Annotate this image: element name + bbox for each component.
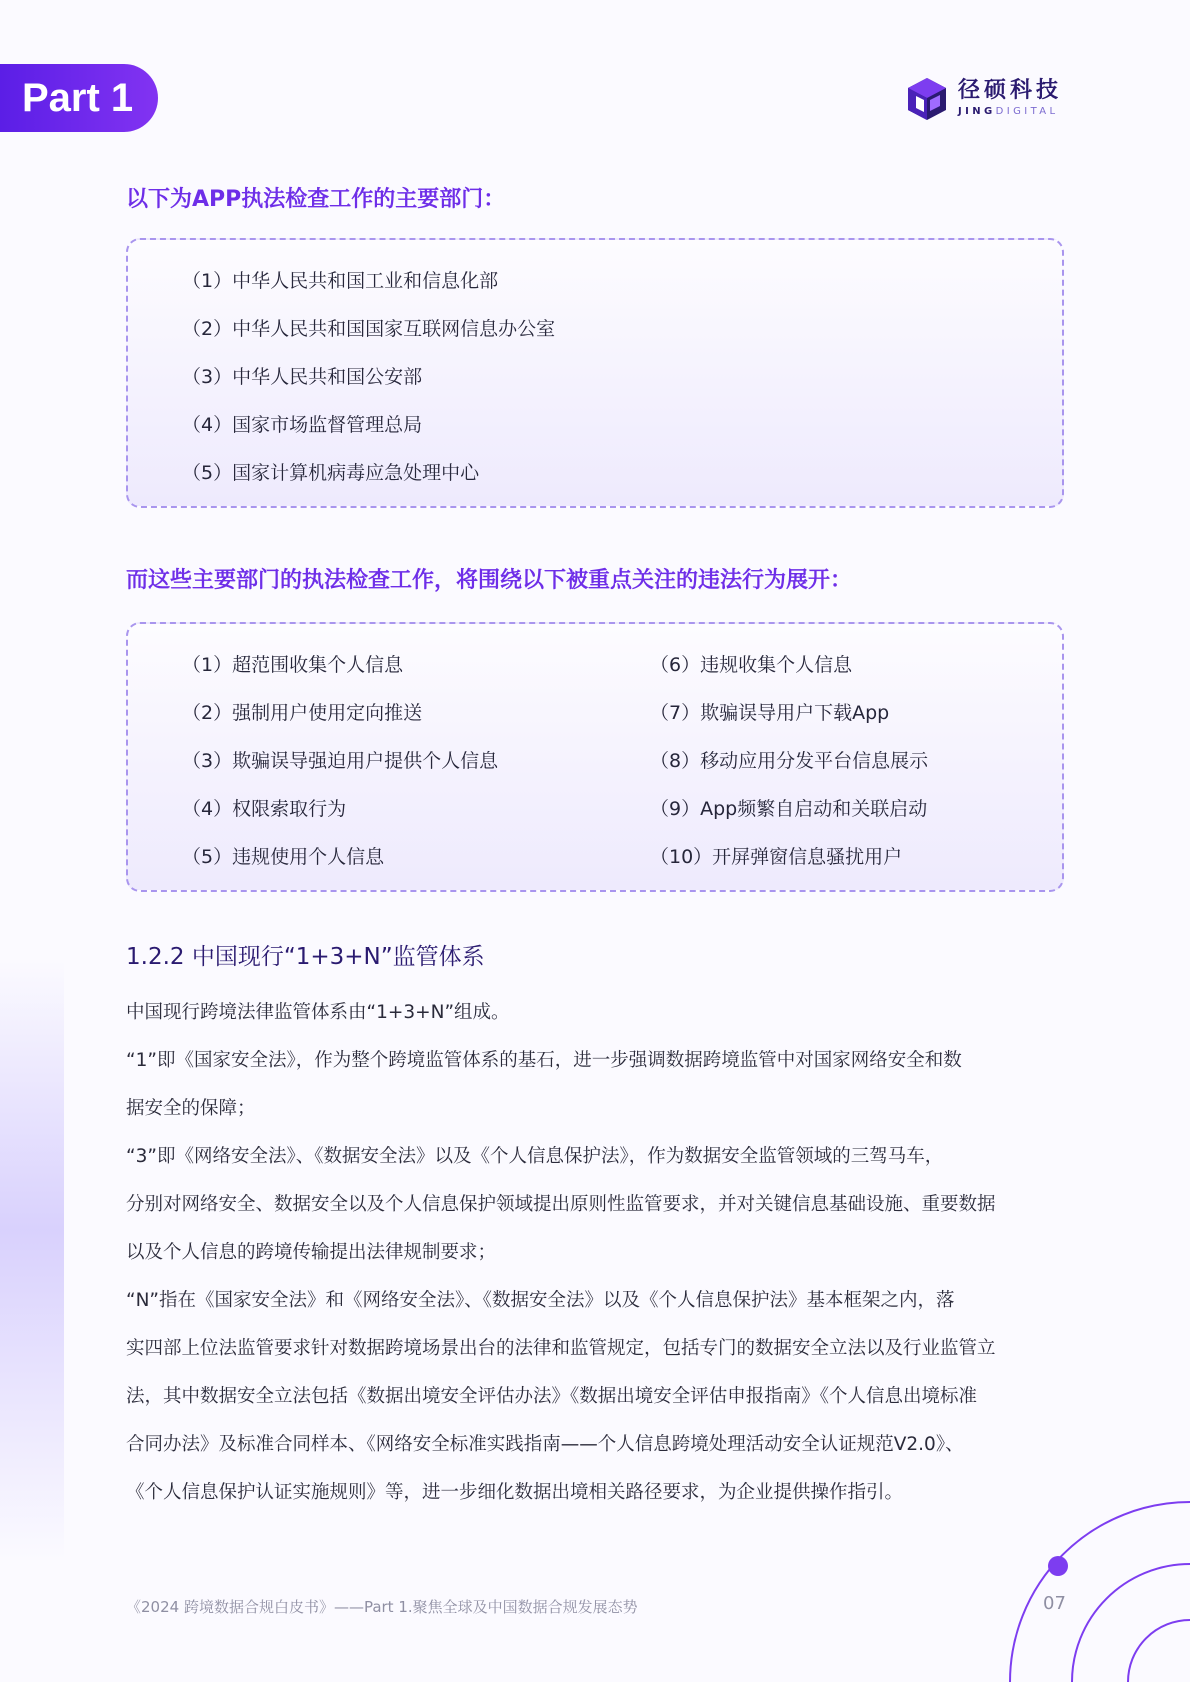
logo-mark-icon [906,76,948,122]
body-line: 中国现行跨境法律监管体系由“1+3+N”组成。 [126,1002,510,1023]
body-line: 分别对网络安全、数据安全以及个人信息保护领域提出原则性监管要求，并对关键信息基础设施、重要数据 [126,1194,996,1215]
body-line: 《个人信息保护认证实施规则》等，进一步细化数据出境相关路径要求，为企业提供操作指引。 [126,1482,904,1503]
company-logo [906,74,1062,124]
violation-item: （4）权限索取行为 [182,798,347,820]
body-line: 合同办法》及标准合同样本、《网络安全标准实践指南——个人信息跨境处理活动安全认证规范V2.0》、 [126,1434,964,1455]
violation-item: （1）超范围收集个人信息 [182,654,404,676]
body-line: 法，其中数据安全立法包括《数据出境安全评估办法》《数据出境安全评估申报指南》《个人信息出境标准 [126,1386,978,1407]
logo-chinese-name: 径硕科技 [958,78,1063,103]
logo-english-name: JINGDIGITAL [958,106,1059,117]
body-line: “3”即《网络安全法》、《数据安全法》以及《个人信息保护法》，作为数据安全监管领域的三驾马车， [126,1146,944,1167]
departments-heading: 以下为APP执法检查工作的主要部门： [126,187,506,212]
section-title: 1.2.2 中国现行“1+3+N”监管体系 [126,944,485,970]
violation-item: （3）欺骗误导强迫用户提供个人信息 [182,750,499,772]
footer-text: 《2024 跨境数据合规白皮书》——Part 1.聚焦全球及中国数据合规发展态势 [126,1598,638,1616]
body-line: “N”指在《国家安全法》和《网络安全法》、《数据安全法》以及《个人信息保护法》基本框架之内，落 [126,1290,955,1311]
department-item: （2）中华人民共和国国家互联网信息办公室 [182,318,556,340]
violation-item: （5）违规使用个人信息 [182,846,385,868]
part-badge: Part 1 [0,64,158,132]
violation-item: （10）开屏弹窗信息骚扰用户 [650,846,903,868]
violation-item: （2）强制用户使用定向推送 [182,702,423,724]
department-item: （1）中华人民共和国工业和信息化部 [182,270,499,292]
violation-item: （6）违规收集个人信息 [650,654,853,676]
page-number: 07 [1043,1593,1066,1614]
violation-item: （9）App频繁自启动和关联启动 [650,798,928,820]
department-item: （4）国家市场监督管理总局 [182,414,423,436]
department-item: （3）中华人民共和国公安部 [182,366,423,388]
body-line: 实四部上位法监管要求针对数据跨境场景出台的法律和监管规定，包括专门的数据安全立法以及行业监管立 [126,1338,996,1359]
body-line: “1”即《国家安全法》，作为整个跨境监管体系的基石，进一步强调数据跨境监管中对国家网络安全和数 [126,1050,962,1071]
body-line: 据安全的保障； [126,1098,256,1119]
violation-item: （8）移动应用分发平台信息展示 [650,750,929,772]
violations-box [126,622,1064,892]
left-edge-glow [0,960,64,1560]
departments-box [126,238,1064,508]
department-item: （5）国家计算机病毒应急处理中心 [182,462,480,484]
violation-item: （7）欺骗误导用户下载App [650,702,890,724]
body-line: 以及个人信息的跨境传输提出法律规制要求； [126,1242,497,1263]
violations-heading: 而这些主要部门的执法检查工作，将围绕以下被重点关注的违法行为展开： [126,568,853,593]
accent-dot-icon [1048,1556,1068,1576]
